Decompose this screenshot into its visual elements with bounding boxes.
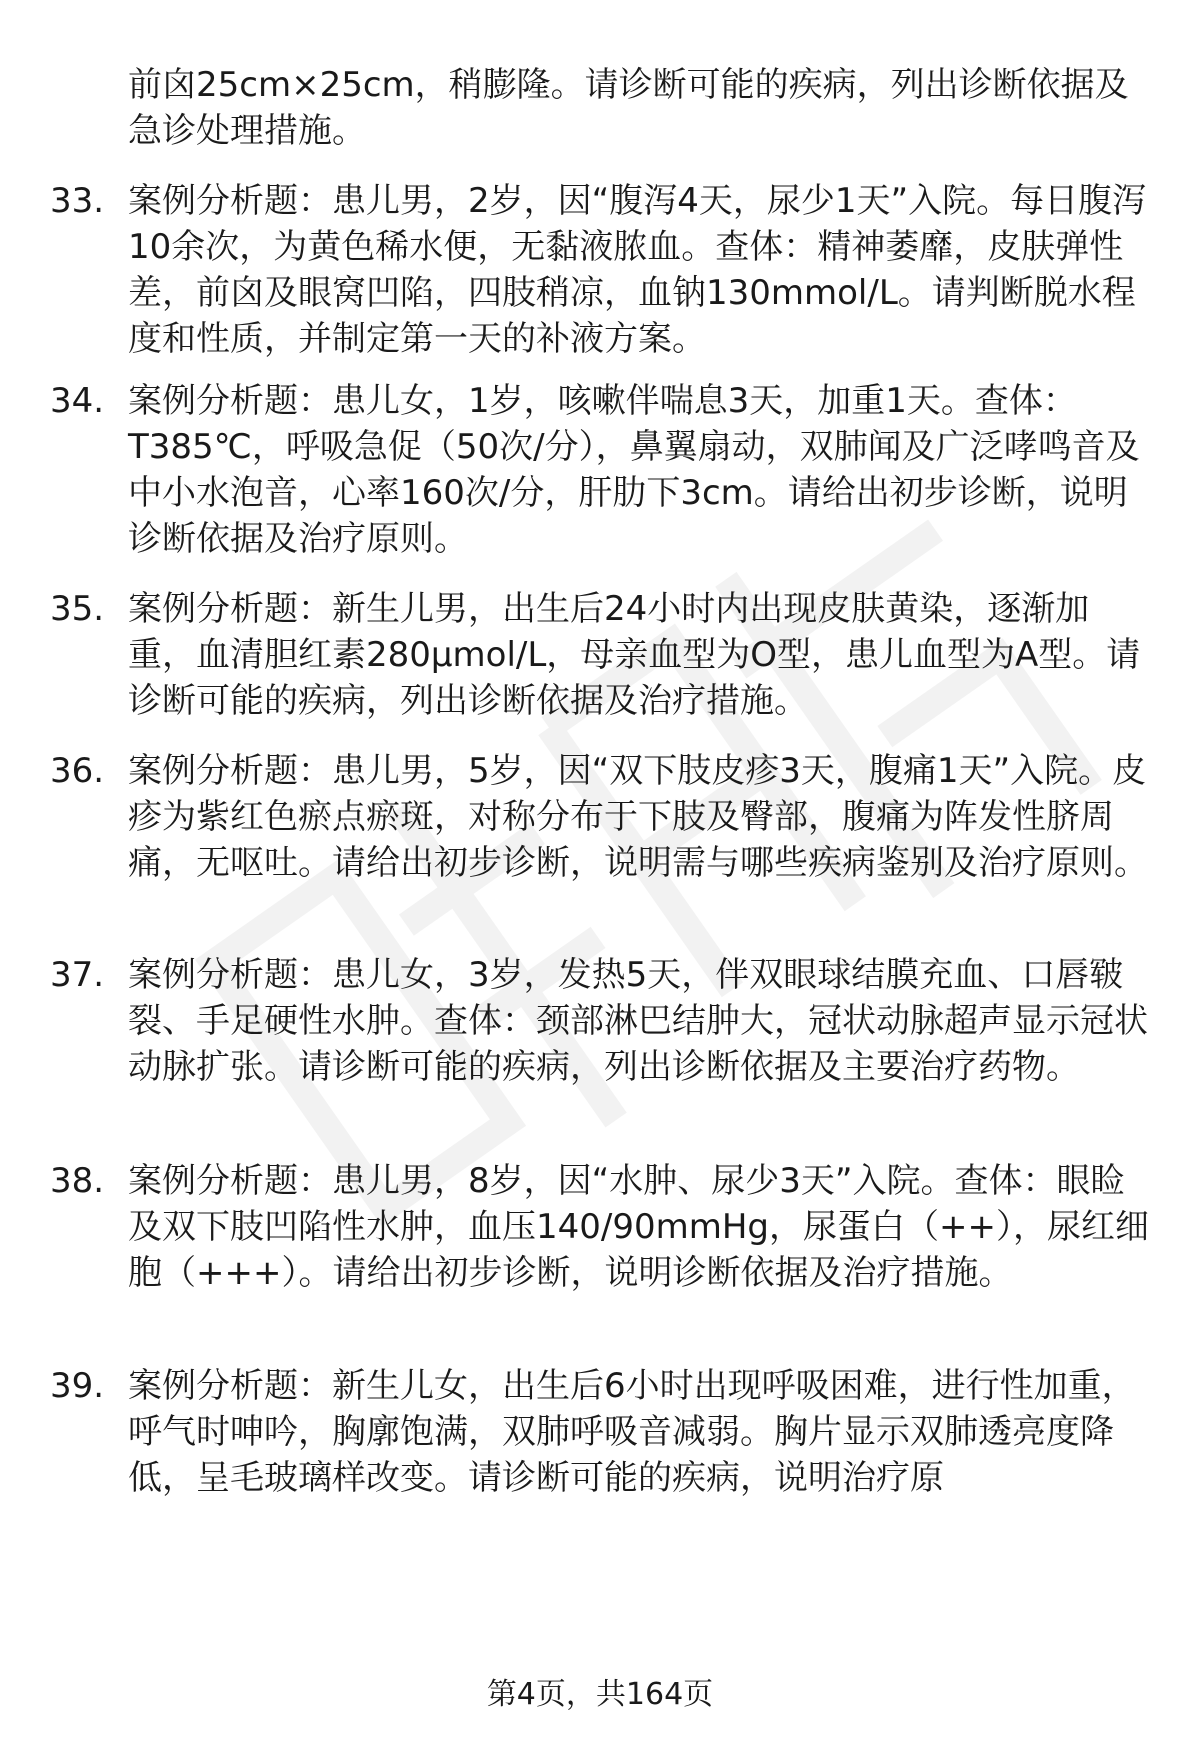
question-text: 案例分析题：患儿男，2岁，因“腹泻4天，尿少1天”入院。每日腹泻10余次，为黄色稀水便，无黏液脓血。查体：精神萎靡，皮肤弹性差，前囟及眼窝凹陷，四肢稍凉，血钠130mmol/L。请判断脱水程度和性质，并制定第一天的补液方案。 (128, 181, 1147, 359)
question-text: 案例分析题：患儿男，5岁，因“双下肢皮疹3天，腹痛1天”入院。皮疹为紫红色瘀点瘀斑，对称分布于下肢及臀部，腹痛为阵发性脐周痛，无呕吐。请给出初步诊断，说明需与哪些疾病鉴别及治疗原则。 (128, 751, 1148, 883)
question-number: 34. (50, 381, 105, 421)
question-text: 案例分析题：患儿女，3岁，发热5天，伴双眼球结膜充血、口唇皲裂、手足硬性水肿。查体：颈部淋巴结肿大，冠状动脉超声显示冠状动脉扩张。请诊断可能的疾病，列出诊断依据及主要治疗药物。 (128, 955, 1148, 1087)
question-number: 37. (50, 955, 105, 995)
question-39 (50, 1363, 1160, 1501)
question-36 (50, 748, 1160, 886)
question-38 (50, 1158, 1160, 1296)
question-text: 案例分析题：新生儿男，出生后24小时内出现皮肤黄染，逐渐加重，血清胆红素280μmol/L，母亲血型为O型，患儿血型为A型。请诊断可能的疾病，列出诊断依据及治疗措施。 (128, 589, 1141, 721)
intro-paragraph: 前囟25cm×25cm，稍膨隆。请诊断可能的疾病，列出诊断依据及急诊处理措施。 (128, 65, 1129, 151)
question-number: 36. (50, 751, 105, 791)
question-33 (50, 178, 1160, 362)
question-number: 35. (50, 589, 105, 629)
question-number: 38. (50, 1161, 105, 1201)
page-footer: 第4页，共164页 (486, 1677, 714, 1712)
question-35 (50, 586, 1160, 724)
question-number: 33. (50, 181, 105, 221)
question-number: 39. (50, 1366, 105, 1406)
question-34 (50, 378, 1160, 562)
question-37 (50, 952, 1160, 1090)
question-text: 案例分析题：患儿男，8岁，因“水肿、尿少3天”入院。查体：眼睑及双下肢凹陷性水肿，血压140/90mmHg，尿蛋白（++），尿红细胞（+++）。请给出初步诊断，说明诊断依据及治疗措施。 (128, 1161, 1149, 1293)
question-text: 案例分析题：患儿女，1岁，咳嗽伴喘息3天，加重1天。查体：T385℃，呼吸急促（50次/分），鼻翼扇动，双肺闻及广泛哮鸣音及中小水泡音，心率160次/分，肝肋下3cm。请给出初步诊断，说明诊断依据及治疗原则。 (128, 381, 1140, 559)
question-text: 案例分析题：新生儿女，出生后6小时出现呼吸困难，进行性加重，呼气时呻吟，胸廓饱满，双肺呼吸音减弱。胸片显示双肺透亮度降低，呈毛玻璃样改变。请诊断可能的疾病，说明治疗原 (128, 1366, 1136, 1498)
